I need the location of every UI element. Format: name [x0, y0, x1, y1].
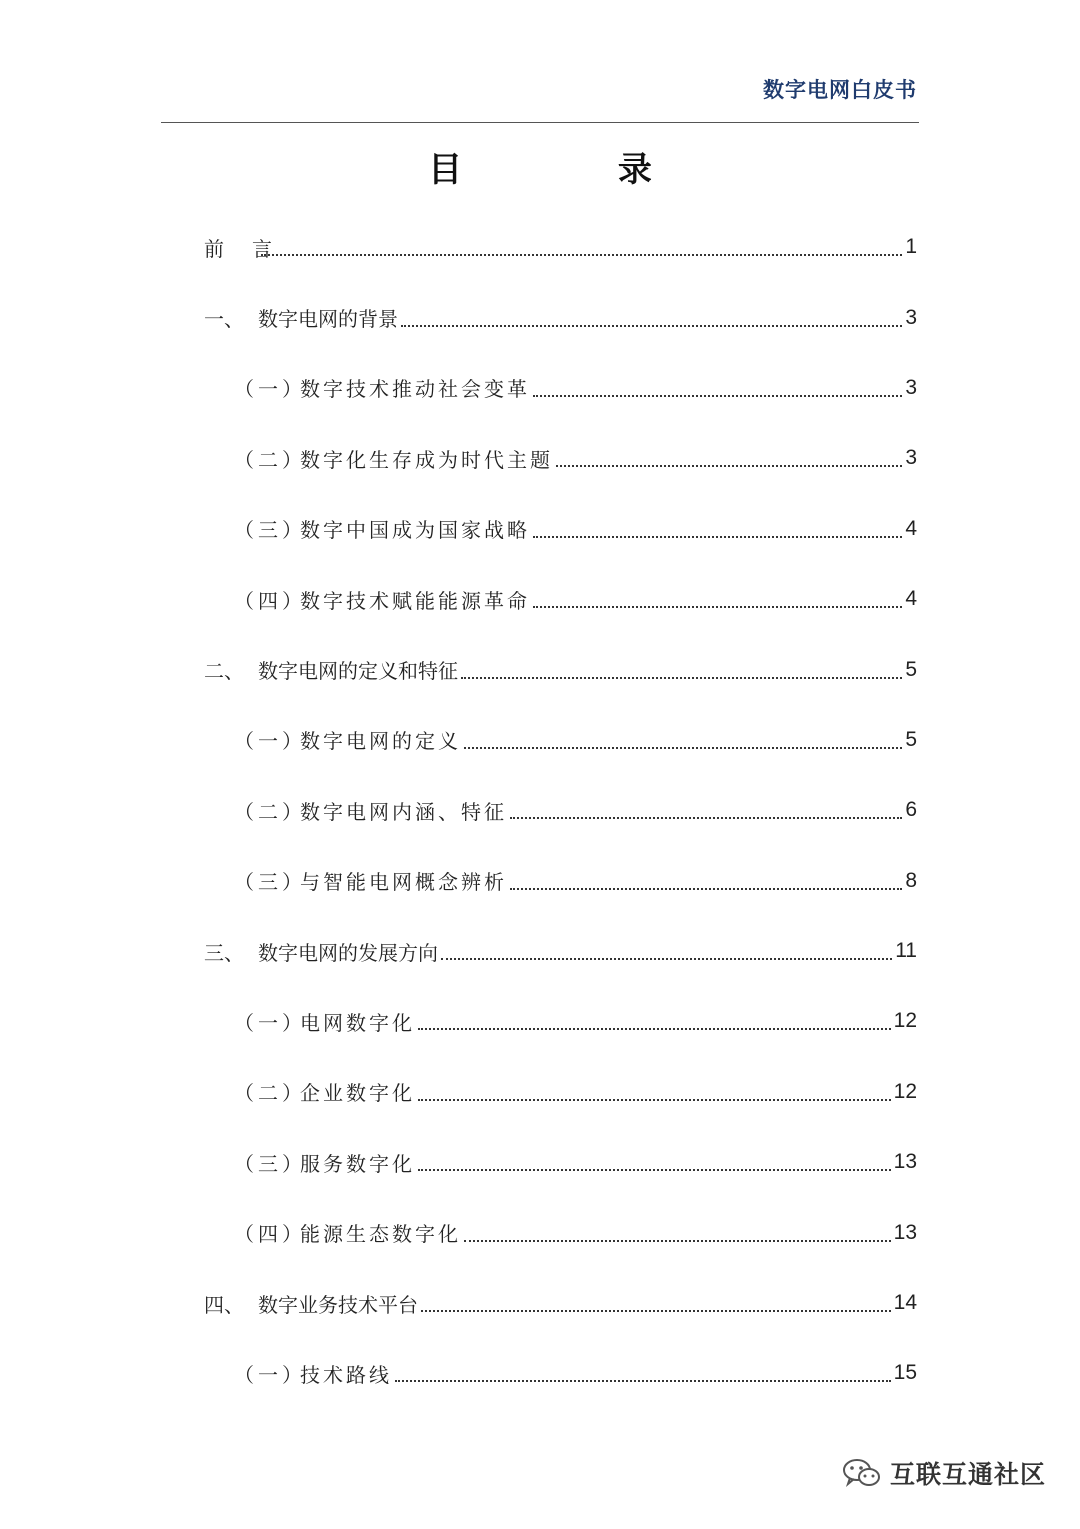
toc-entry[interactable] [204, 634, 917, 704]
toc-entry-page: 3 [905, 305, 917, 329]
toc-entry-page: 3 [905, 446, 917, 470]
dot-leader [395, 1380, 891, 1382]
toc-entry-page: 15 [893, 1361, 917, 1385]
dot-leader [418, 1028, 891, 1030]
toc-entry[interactable] [204, 1197, 917, 1267]
toc-entry-number: （三） [234, 1151, 306, 1176]
toc-entry-number: （二） [234, 447, 306, 472]
dot-leader [533, 606, 902, 608]
toc-entry-page: 14 [893, 1291, 917, 1315]
watermark-text: 互联互通社区 [889, 1460, 1046, 1489]
toc-entry-page: 13 [893, 1220, 917, 1244]
toc-entry-page: 5 [905, 727, 917, 751]
toc-entry[interactable] [204, 1057, 917, 1127]
toc-entry-number: （三） [234, 518, 306, 543]
dot-leader [401, 325, 902, 327]
toc-entry-number: （二） [234, 1081, 306, 1106]
toc-entry-number: 前言 [204, 236, 300, 261]
toc-entry-number: （四） [234, 588, 306, 613]
toc-entry-page: 4 [905, 587, 917, 611]
toc-entry[interactable] [204, 916, 917, 986]
dot-leader [421, 1310, 891, 1312]
toc-entry-page: 12 [893, 1079, 917, 1103]
toc-entry-page: 4 [905, 516, 917, 540]
dot-leader [510, 817, 902, 819]
toc-entry-number: （一） [234, 1010, 306, 1035]
toc-entry-number: （一） [234, 1362, 306, 1387]
dot-leader [261, 254, 902, 256]
toc-entry-page: 13 [893, 1150, 917, 1174]
toc-entry-label: 能源生态数字化 [300, 1222, 461, 1247]
toc-entry-number: （四） [234, 1222, 306, 1247]
toc-entry-page: 12 [893, 1009, 917, 1033]
toc-entry[interactable] [204, 1127, 917, 1197]
dot-leader [464, 1240, 891, 1242]
toc-entry-label: 与智能电网概念辨析 [300, 870, 507, 895]
dot-leader [461, 677, 902, 679]
toc-entry-number: （二） [234, 799, 306, 824]
toc-entry[interactable] [204, 1338, 917, 1408]
toc-entry-page: 6 [905, 798, 917, 822]
toc-entry-label: 电网数字化 [300, 1010, 415, 1035]
toc-entry[interactable] [204, 775, 917, 845]
toc-entry[interactable] [204, 423, 917, 493]
toc-entry[interactable] [204, 494, 917, 564]
toc-title: 目 录 [428, 150, 724, 190]
toc-entry[interactable] [204, 212, 917, 282]
toc-entry-page: 8 [905, 868, 917, 892]
dot-leader [533, 395, 902, 397]
dot-leader [464, 747, 902, 749]
toc-entry-label: 企业数字化 [300, 1081, 415, 1106]
toc-entry-label: 技术路线 [300, 1362, 392, 1387]
table-of-contents [204, 212, 917, 1409]
toc-entry-number: （一） [234, 377, 306, 402]
toc-entry-number: （一） [234, 729, 306, 754]
dot-leader [533, 536, 902, 538]
toc-entry-label: 数字技术赋能能源革命 [300, 588, 530, 613]
toc-entry-number: 二、 [204, 659, 244, 684]
watermark [842, 1455, 1046, 1491]
toc-entry-label: 数字中国成为国家战略 [300, 518, 530, 543]
dot-leader [418, 1099, 891, 1101]
toc-entry-page: 11 [895, 939, 917, 963]
toc-entry-label: 数字业务技术平台 [258, 1292, 418, 1317]
dot-leader [441, 958, 892, 960]
dot-leader [556, 465, 902, 467]
toc-entry-number: 一、 [204, 307, 244, 332]
toc-entry-label: 数字技术推动社会变革 [300, 377, 530, 402]
toc-entry[interactable] [204, 353, 917, 423]
toc-entry-page: 3 [905, 375, 917, 399]
header-divider [161, 122, 919, 123]
toc-entry-number: （三） [234, 870, 306, 895]
wechat-icon [842, 1457, 882, 1489]
toc-entry[interactable] [204, 1268, 917, 1338]
header-title: 数字电网白皮书 [763, 78, 917, 102]
toc-entry-number: 四、 [204, 1292, 244, 1317]
toc-entry-label: 服务数字化 [300, 1151, 415, 1176]
toc-entry[interactable] [204, 846, 917, 916]
toc-entry-label: 数字电网的背景 [258, 307, 398, 332]
toc-entry-label: 数字电网的发展方向 [258, 940, 438, 965]
toc-entry-number: 三、 [204, 940, 244, 965]
toc-entry[interactable] [204, 564, 917, 634]
toc-entry-label: 数字电网的定义和特征 [258, 659, 458, 684]
toc-entry[interactable] [204, 705, 917, 775]
dot-leader [510, 888, 902, 890]
toc-entry-page: 1 [905, 235, 917, 259]
toc-entry-label: 数字化生存成为时代主题 [300, 447, 553, 472]
dot-leader [418, 1169, 891, 1171]
toc-entry-label: 数字电网内涵、特征 [300, 799, 507, 824]
toc-entry-label: 数字电网的定义 [300, 729, 461, 754]
toc-entry[interactable] [204, 282, 917, 352]
toc-entry[interactable] [204, 986, 917, 1056]
toc-entry-page: 5 [905, 657, 917, 681]
